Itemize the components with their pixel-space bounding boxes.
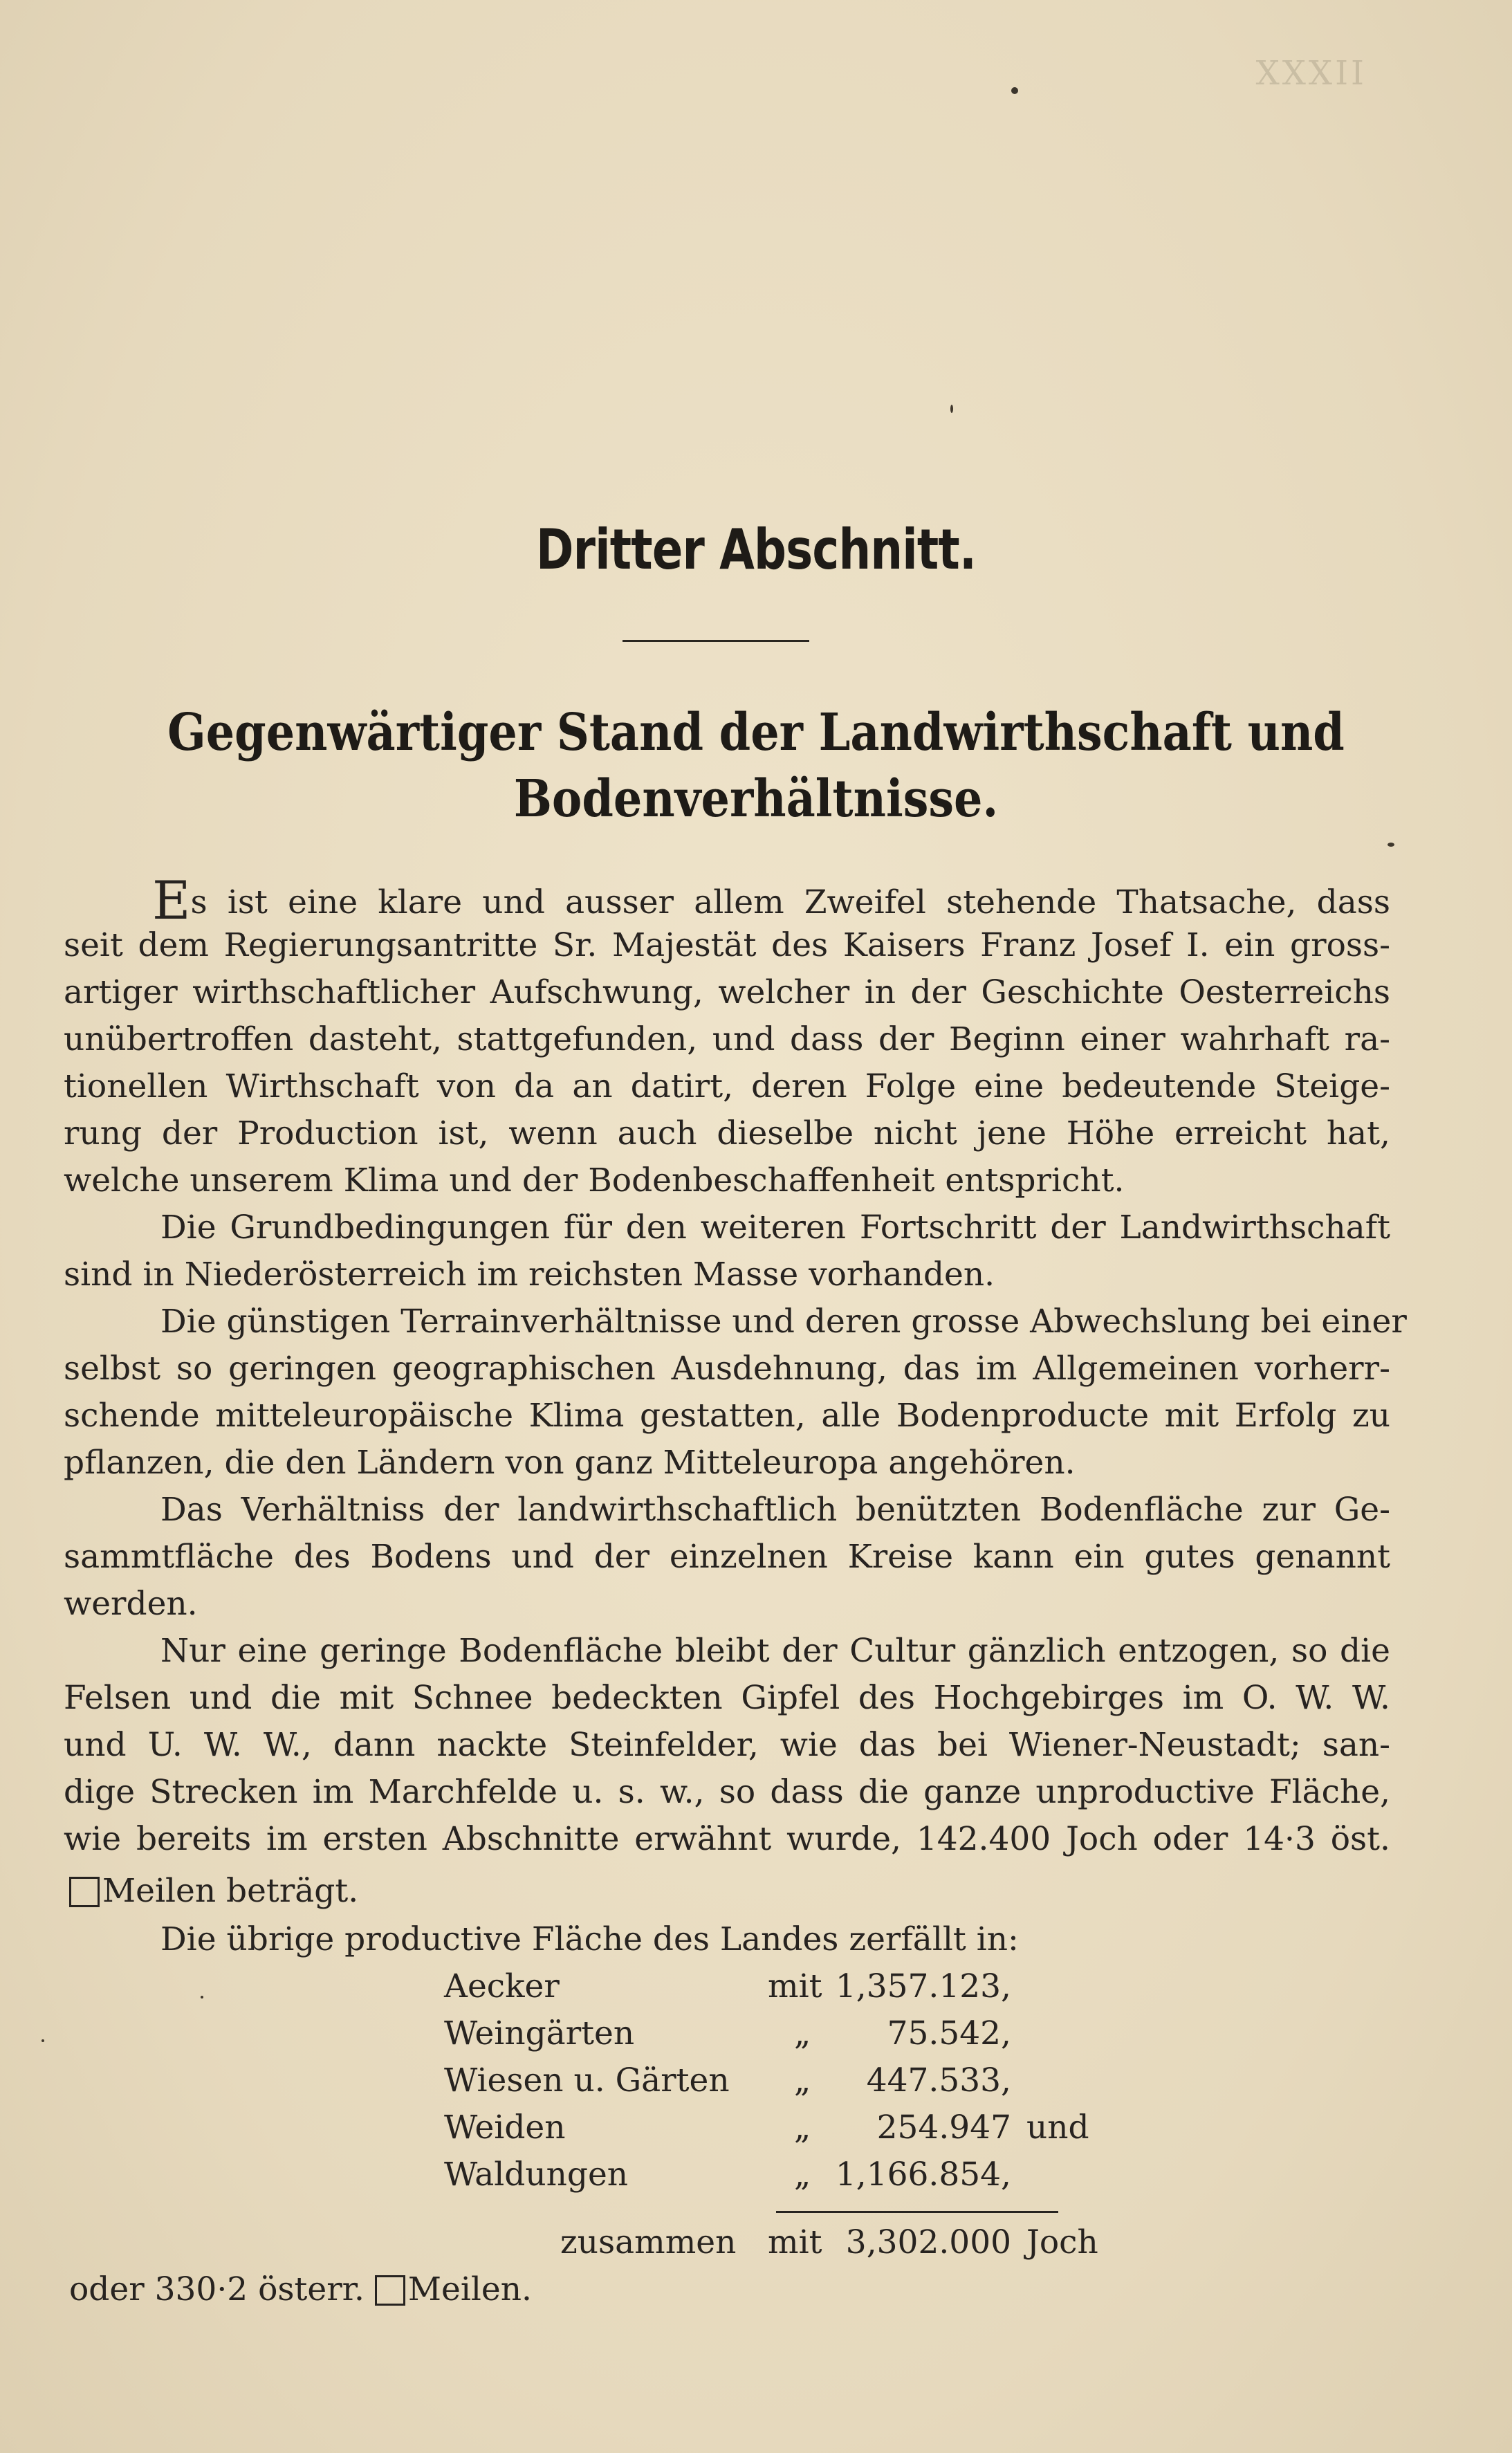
table-row-prep: mit xyxy=(768,1967,822,2005)
table-row-value: 1,357.123, xyxy=(835,1967,1011,2005)
paragraph-1-line-6: rung der Production ist, wenn auch dieselbe nicht jene Höhe erreicht hat, xyxy=(64,1114,1390,1152)
chapter-subtitle-line-2: Bodenverhältnisse. xyxy=(513,769,999,829)
chapter-subtitle-line-1: Gegenwärtiger Stand der Landwirthschaft und xyxy=(167,703,1345,762)
paragraph-5-line-3: und U. W. W., dann nackte Steinfelder, wie das bei Wiener-Neustadt; san- xyxy=(64,1726,1390,1764)
table-row-name: Wiesen u. Gärten xyxy=(444,2061,730,2100)
ink-speck xyxy=(42,2039,44,2042)
paragraph-5-line-2: Felsen und die mit Schnee bedeckten Gipfel des Hochgebirges im O. W. W. xyxy=(64,1679,1390,1717)
table-total-value: 3,302.000 xyxy=(845,2223,1011,2261)
section-title: Dritter Abschnitt. xyxy=(535,517,977,582)
paragraph-text: Meilen beträgt. xyxy=(102,1872,359,1910)
paragraph-4-line-1: Das Verhältniss der landwirthschaftlich benützten Bodenfläche zur Ge- xyxy=(160,1491,1390,1529)
paragraph-2-line-2: sind in Niederösterreich im reichsten Masse vorhanden. xyxy=(64,1256,995,1294)
bleed-through-text xyxy=(208,138,219,180)
paragraph-5-line-1: Nur eine geringe Bodenfläche bleibt der Cultur gänzlich entzogen, so die xyxy=(160,1632,1390,1670)
paragraph-3-line-1: Die günstigen Terrainverhältnisse und deren grosse Abwechslung bei einer xyxy=(160,1303,1407,1341)
paragraph-4-line-2: sammtfläche des Bodens und der einzelnen Kreise kann ein gutes genannt xyxy=(64,1538,1390,1576)
ink-speck xyxy=(950,405,953,413)
square-symbol xyxy=(375,2275,405,2306)
drop-cap: E xyxy=(152,870,191,931)
table-row-name: Waldungen xyxy=(444,2156,629,2194)
ink-speck xyxy=(1387,843,1394,847)
closing-line xyxy=(69,2270,532,2308)
paragraph-2-line-1: Die Grundbedingungen für den weiteren Fortschritt der Landwirthschaft xyxy=(160,1209,1390,1247)
table-row-prep: „ xyxy=(794,2109,811,2147)
table-row-prep: „ xyxy=(794,2156,811,2194)
table-row-name: Aecker xyxy=(444,1967,560,2005)
paragraph-1-line-4: unübertroffen dasteht, stattgefunden, und dass der Beginn einer wahrhaft ra- xyxy=(64,1020,1390,1058)
sum-rule xyxy=(776,2211,1058,2213)
table-total-unit: Joch xyxy=(1026,2223,1098,2261)
table-row-value: 447.533, xyxy=(866,2061,1011,2100)
paragraph-1-line-7: welche unserem Klima und der Bodenbeschaffenheit entspricht. xyxy=(64,1161,1125,1200)
paragraph-5-line-4: dige Strecken im Marchfelde u. s. w., so dass die ganze unproductive Fläche, xyxy=(64,1773,1390,1811)
table-total-label: zusammen xyxy=(560,2223,737,2261)
table-row-name: Weingärten xyxy=(444,2014,635,2052)
table-row-suffix: und xyxy=(1026,2109,1089,2147)
table-row-value: 254.947 xyxy=(876,2109,1011,2147)
ink-speck xyxy=(1011,87,1018,94)
paragraph-5-line-5: wie bereits im ersten Abschnitte erwähnt wurde, 142.400 Joch oder 14·3 öst. xyxy=(64,1820,1390,1858)
paragraph-3-line-4: pflanzen, die den Ländern von ganz Mitteleuropa angehören. xyxy=(64,1444,1076,1482)
closing-prefix: oder 330·2 österr. xyxy=(69,2270,365,2308)
paragraph-4-line-3: werden. xyxy=(64,1585,198,1623)
closing-suffix: Meilen. xyxy=(407,2270,532,2308)
ink-speck xyxy=(201,1996,203,1999)
paragraph-6-line-1: Die übrige productive Fläche des Landes zerfällt in: xyxy=(160,1920,1019,1958)
table-row-prep: „ xyxy=(794,2014,811,2052)
title-divider xyxy=(623,640,809,642)
paragraph-1-line-3: artiger wirthschaftlicher Aufschwung, welcher in der Geschichte Oesterreichs xyxy=(64,973,1390,1011)
page-number: XXXII xyxy=(1255,54,1367,93)
table-row-value: 75.542, xyxy=(887,2014,1011,2052)
paragraph-1-line-1 xyxy=(152,870,1390,931)
paragraph-3-line-3: schende mitteleuropäische Klima gestatten, alle Bodenproducte mit Erfolg zu xyxy=(64,1397,1390,1435)
paragraph-5-line-6 xyxy=(69,1872,1396,1910)
paragraph-1-line-2: seit dem Regierungsantritte Sr. Majestät des Kaisers Franz Josef I. ein gross- xyxy=(64,926,1390,964)
paragraph-text: s ist eine klare und ausser allem Zweifel stehende Thatsache, dass xyxy=(190,883,1390,921)
table-row-prep: „ xyxy=(794,2061,811,2100)
table-row-name: Weiden xyxy=(444,2109,566,2147)
table-total-prep: mit xyxy=(768,2223,822,2261)
paragraph-1-line-5: tionellen Wirthschaft von da an datirt, deren Folge eine bedeutende Steige- xyxy=(64,1067,1390,1105)
table-row-value: 1,166.854, xyxy=(835,2156,1011,2194)
paragraph-3-line-2: selbst so geringen geographischen Ausdehnung, das im Allgemeinen vorherr- xyxy=(64,1350,1390,1388)
square-symbol xyxy=(69,1877,100,1907)
